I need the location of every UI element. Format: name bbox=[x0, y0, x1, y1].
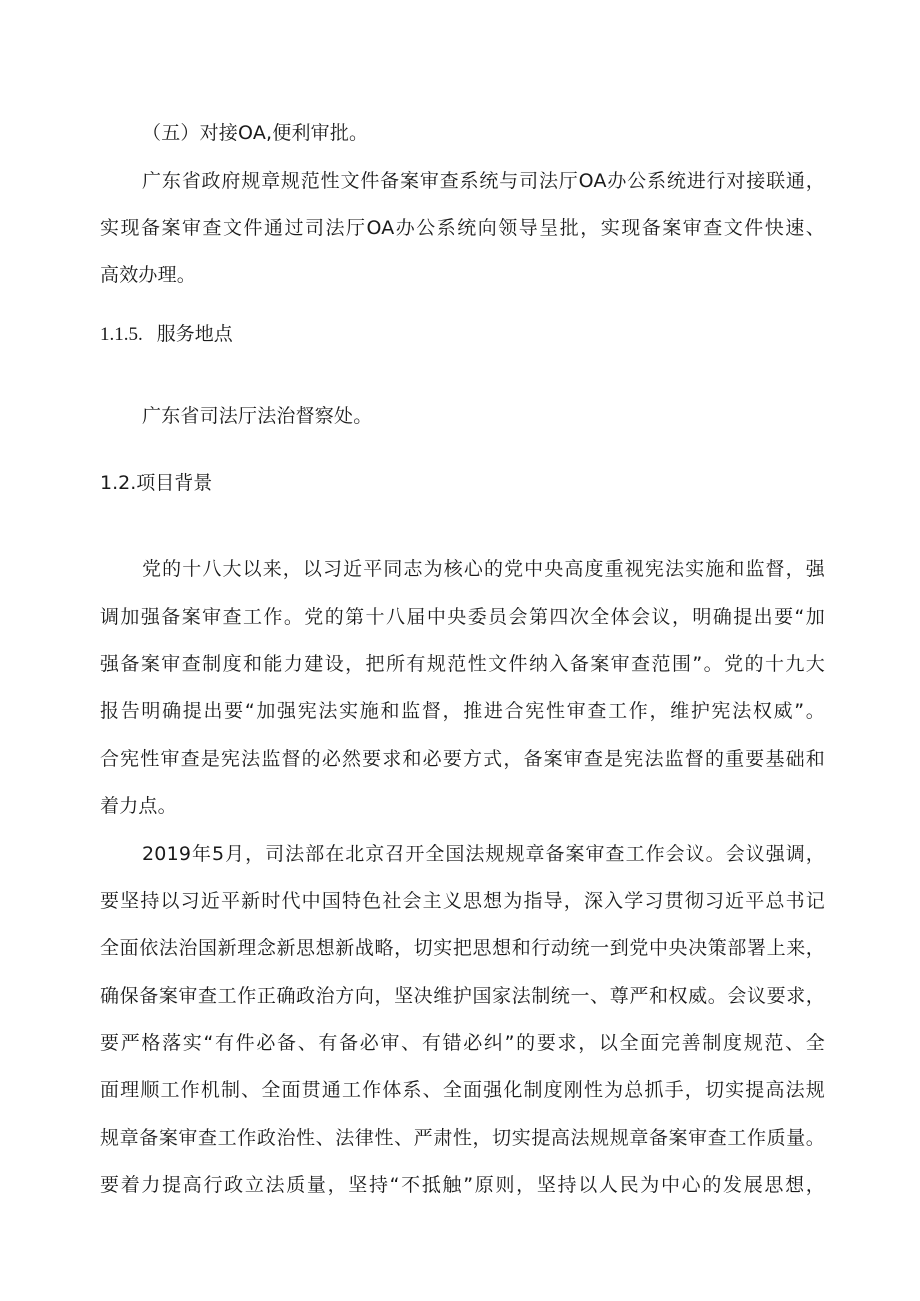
paragraph-line: 实现备案审查文件通过司法厅OA办公系统向领导呈批，实现备案审查文件快速、 bbox=[100, 217, 825, 239]
paragraph-line: 规章备案审查工作政治性、法律性、严肃性，切实提高法规规章备案审查工作质量。 bbox=[100, 1127, 825, 1149]
paragraph-line: 报告明确提出要“加强宪法实施和监督，推进合宪性审查工作，维护宪法权威”。 bbox=[100, 700, 825, 722]
paragraph-line: 要严格落实“有件必备、有备必审、有错必纠”的要求，以全面完善制度规范、全 bbox=[100, 1032, 825, 1054]
section-title-5: （五）对接OA,便利审批。 bbox=[142, 122, 369, 144]
paragraph-line: 党的十八大以来，以习近平同志为核心的党中央高度重视宪法实施和监督，强 bbox=[142, 558, 825, 580]
paragraph-line: 2019年5月，司法部在北京召开全国法规规章备案审查工作会议。会议强调， bbox=[142, 843, 825, 865]
paragraph-line: 确保备案审查工作正确政治方向，坚决维护国家法制统一、尊严和权威。会议要求， bbox=[100, 985, 825, 1007]
paragraph-line: 要着力提高行政立法质量，坚持“不抵触”原则，坚持以人民为中心的发展思想， bbox=[100, 1174, 825, 1196]
paragraph-line: 要坚持以习近平新时代中国特色社会主义思想为指导，深入学习贯彻习近平总书记 bbox=[100, 890, 825, 912]
paragraph-line: 着力点。 bbox=[100, 795, 177, 817]
section-title: 服务地点 bbox=[156, 323, 233, 345]
paragraph-line: 全面依法治国新理念新思想新战略，切实把思想和行动统一到党中央决策部署上来， bbox=[100, 937, 825, 959]
section-heading-1-1-5 bbox=[100, 322, 233, 347]
paragraph-line: 强备案审查制度和能力建设，把所有规范性文件纳入备案审查范围”。党的十九大 bbox=[100, 653, 825, 675]
paragraph-line: 面理顺工作机制、全面贯通工作体系、全面强化制度刚性为总抓手，切实提高法规 bbox=[100, 1079, 825, 1101]
paragraph-line: 调加强备案审查工作。党的第十八届中央委员会第四次全体会议，明确提出要“加 bbox=[100, 606, 825, 628]
section-heading-1-2: 1.2.项目背景 bbox=[100, 472, 213, 494]
section-number: 1.1.5. bbox=[100, 324, 143, 345]
paragraph-line: 广东省政府规章规范性文件备案审查系统与司法厅OA办公系统进行对接联通， bbox=[142, 170, 825, 192]
paragraph-line: 合宪性审查是宪法监督的必然要求和必要方式，备案审查是宪法监督的重要基础和 bbox=[100, 748, 825, 770]
paragraph-line: 高效办理。 bbox=[100, 264, 197, 286]
service-location: 广东省司法厅法治督察处。 bbox=[142, 405, 373, 427]
